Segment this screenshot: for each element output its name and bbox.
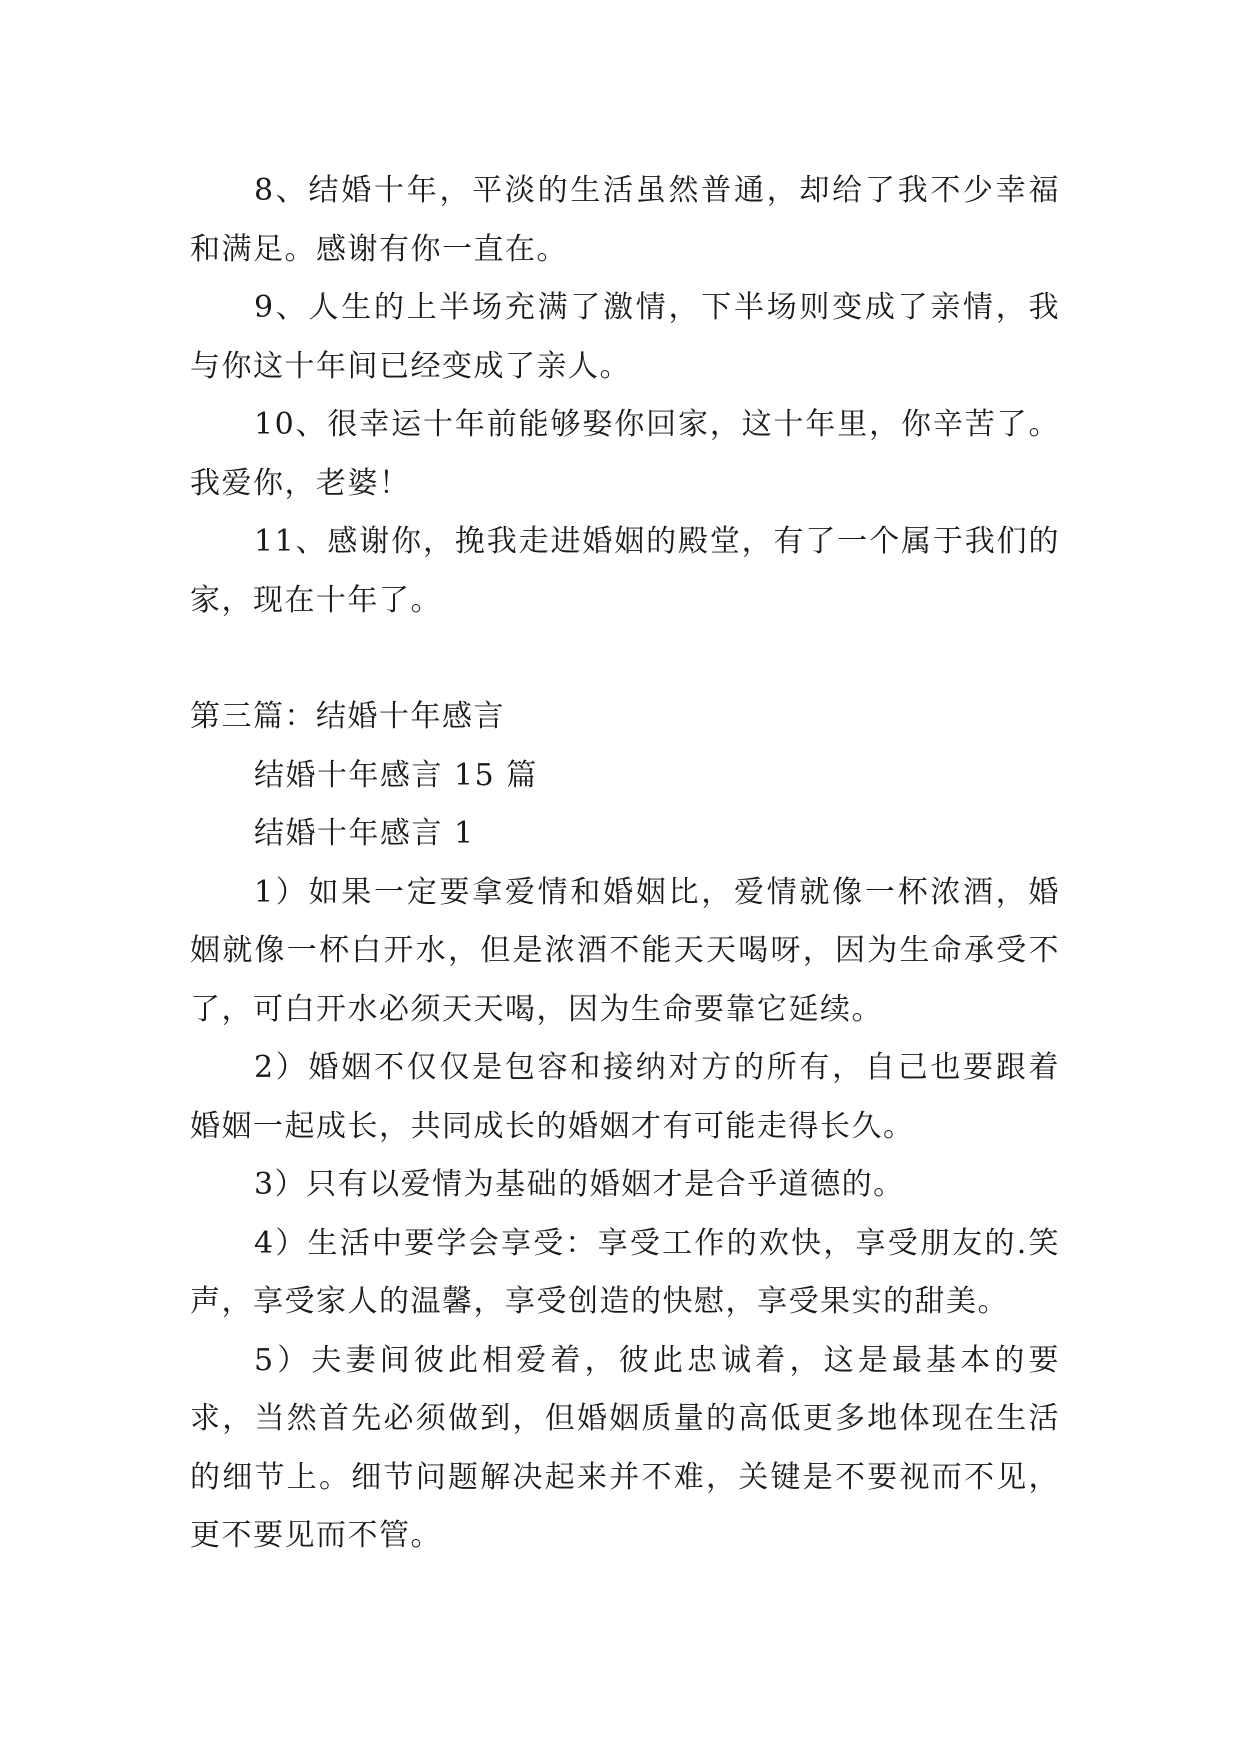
section-spacer xyxy=(190,630,1060,688)
section-title: 第三篇：结婚十年感言 xyxy=(190,699,505,734)
item-4: 4）生活中要学会享受：享受工作的欢快，享受朋友的.笑声，享受家人的温馨，享受创造的快慰，享受果实的甜美。 xyxy=(190,1225,1060,1319)
document-body xyxy=(190,162,1060,1566)
paragraph-8: 8、结婚十年，平淡的生活虽然普通，却给了我不少幸福和满足。感谢有你一直在。 xyxy=(190,173,1060,267)
paragraph-10: 10、很幸运十年前能够娶你回家，这十年里，你辛苦了。我爱你，老婆！ xyxy=(190,407,1060,501)
item-1: 1）如果一定要拿爱情和婚姻比，爱情就像一杯浓酒，婚姻就像一杯白开水，但是浓酒不能天天喝呀，因为生命承受不了，可白开水必须天天喝，因为生命要靠它延续。 xyxy=(190,874,1060,1027)
subtitle-collection: 结婚十年感言 15 篇 xyxy=(254,757,538,793)
item-2: 2）婚姻不仅仅是包容和接纳对方的所有，自己也要跟着婚姻一起成长，共同成长的婚姻才有可能走得长久。 xyxy=(190,1050,1060,1144)
subtitle-item: 结婚十年感言 1 xyxy=(254,816,475,851)
paragraph-9: 9、人生的上半场充满了激情，下半场则变成了亲情，我与你这十年间已经变成了亲人。 xyxy=(190,290,1060,384)
paragraph-11: 11、感谢你，挽我走进婚姻的殿堂，有了一个属于我们的家，现在十年了。 xyxy=(190,524,1060,618)
item-3: 3）只有以爱情为基础的婚姻才是合乎道德的。 xyxy=(254,1167,905,1202)
item-5: 5）夫妻间彼此相爱着，彼此忠诚着，这是最基本的要求，当然首先必须做到，但婚姻质量的高低更多地体现在生活的细节上。细节问题解决起来并不难，关键是不要视而不见，更不要见而不管。 xyxy=(190,1342,1060,1553)
